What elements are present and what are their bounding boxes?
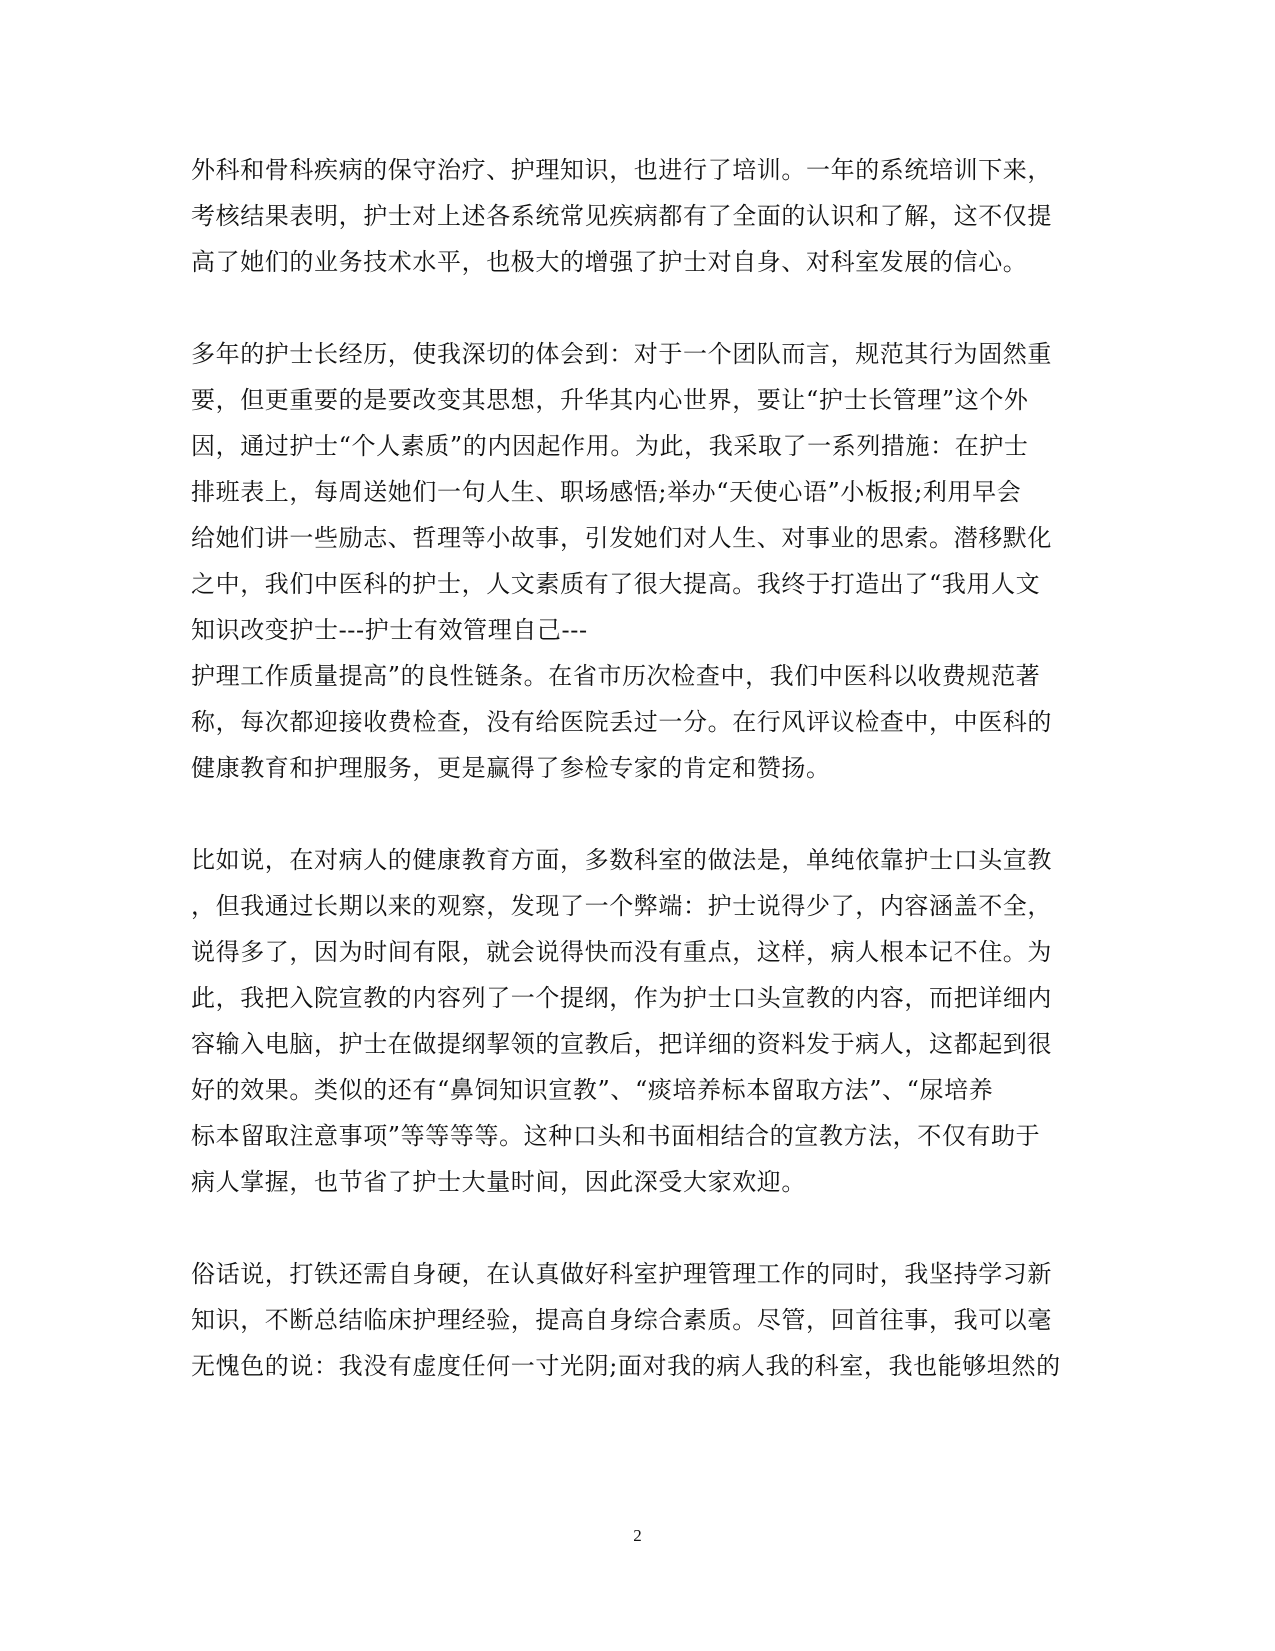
text-line: 要，但更重要的是要改变其思想，升华其内心世界，要让“护士长管理”这个外 [191,386,1029,414]
text-line: 知识，不断总结临床护理经验，提高自身综合素质。尽管，回首往事，我可以毫 [191,1306,1052,1334]
text-line: 比如说，在对病人的健康教育方面，多数科室的做法是，单纯依靠护士口头宣教 [191,846,1052,874]
text-line: 知识改变护士---护士有效管理自己--- [191,616,588,644]
text-line: 称，每次都迎接收费检查，没有给医院丢过一分。在行风评议检查中，中医科的 [191,708,1052,736]
text-line: 多年的护士长经历，使我深切的体会到：对于一个团队而言，规范其行为固然重 [191,340,1052,368]
text-line: 给她们讲一些励志、哲理等小故事，引发她们对人生、对事业的思索。潜移默化 [191,524,1052,552]
text-line: 高了她们的业务技术水平，也极大的增强了护士对自身、对科室发展的信心。 [191,248,1028,276]
page-number: 2 [633,1526,642,1545]
text-line: 护理工作质量提高”的良性链条。在省市历次检查中，我们中医科以收费规范著 [191,662,1041,690]
text-line: 排班表上，每周送她们一句人生、职场感悟;举办“天使心语”小板报;利用早会 [191,478,1022,506]
text-line: 因，通过护士“个人素质”的内因起作用。为此，我采取了一系列措施：在护士 [191,432,1029,460]
text-line: 容输入电脑，护士在做提纲挈领的宣教后，把详细的资料发于病人，这都起到很 [191,1030,1052,1058]
text-line: 此，我把入院宣教的内容列了一个提纲，作为护士口头宣教的内容，而把详细内 [191,984,1052,1012]
text-line: 健康教育和护理服务，更是赢得了参检专家的肯定和赞扬。 [191,754,831,782]
text-line: 考核结果表明，护士对上述各系统常见疾病都有了全面的认识和了解，这不仅提 [191,202,1052,230]
text-line: 病人掌握，也节省了护士大量时间，因此深受大家欢迎。 [191,1168,806,1196]
text-line: 无愧色的说：我没有虚度任何一寸光阴;面对我的病人我的科室，我也能够坦然的 [191,1352,1061,1380]
text-line: 之中，我们中医科的护士，人文素质有了很大提高。我终于打造出了“我用人文 [191,570,1041,598]
text-line: 外科和骨科疾病的保守治疗、护理知识，也进行了培训。一年的系统培训下来， [191,156,1052,184]
text-line: 标本留取注意事项”等等等等。这种口头和书面相结合的宣教方法，不仅有助于 [191,1122,1041,1150]
text-line: 说得多了，因为时间有限，就会说得快而没有重点，这样，病人根本记不住。为 [191,938,1052,966]
text-line: ，但我通过长期以来的观察，发现了一个弊端：护士说得少了，内容涵盖不全， [191,892,1052,920]
text-line: 俗话说，打铁还需自身硬，在认真做好科室护理管理工作的同时，我坚持学习新 [191,1260,1052,1288]
text-line: 好的效果。类似的还有“鼻饲知识宣教”、“痰培养标本留取方法”、“尿培养 [191,1076,994,1104]
